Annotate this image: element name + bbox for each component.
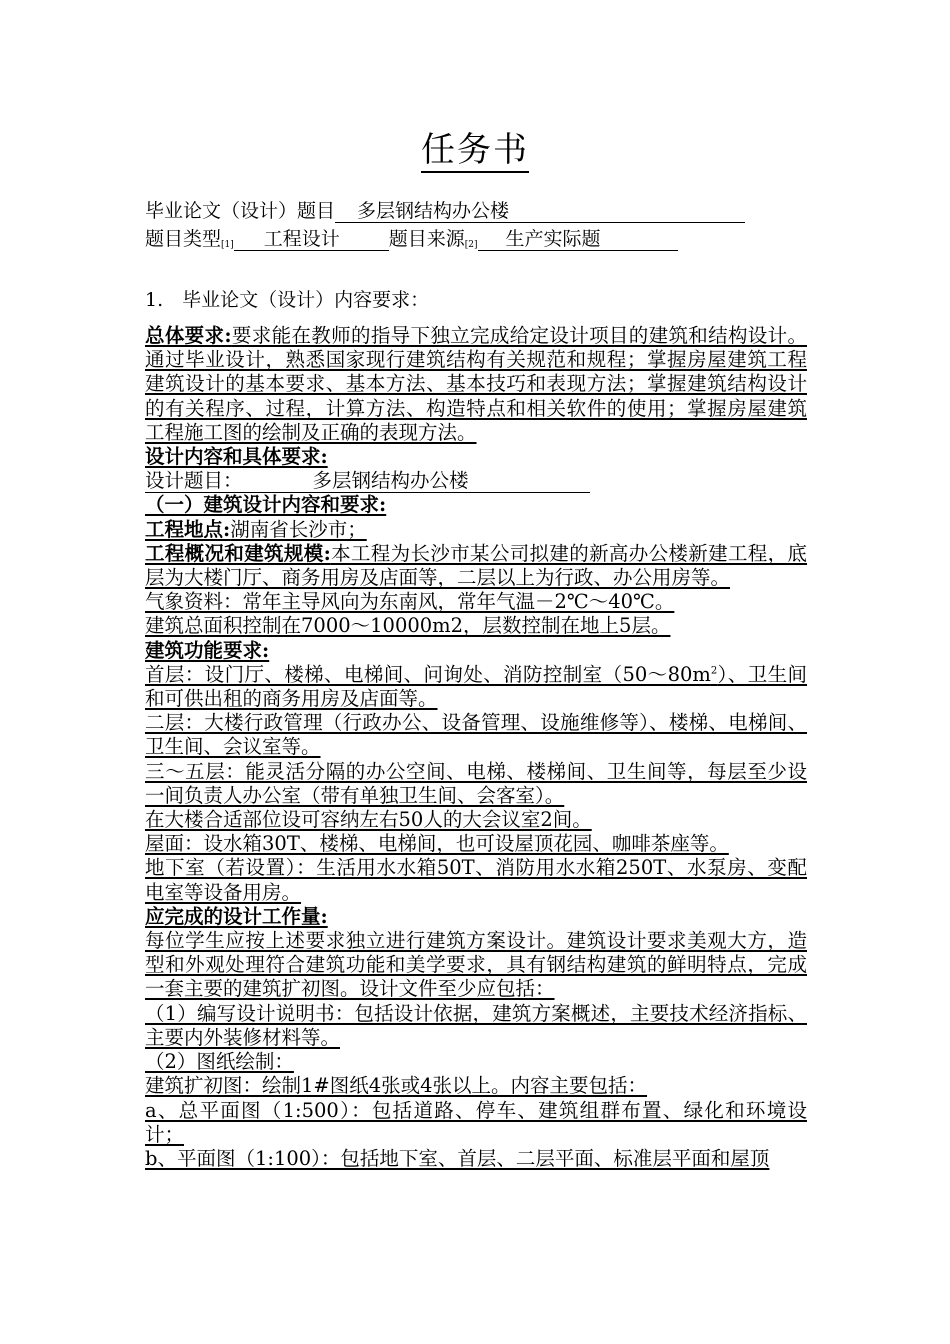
- floor1-text-b: ）、卫生间和可供出租的商务用房及店面等。: [145, 662, 807, 711]
- roof-line: 屋面：设水箱30T、楼梯、电梯间，也可设屋顶花园、咖啡茶座等。: [145, 832, 729, 856]
- site-row: [145, 518, 807, 542]
- weather-line: 气象资料：常年主导风向为东南风，常年气温－2℃～40℃。: [145, 590, 675, 614]
- overall-label: 总体要求:: [145, 324, 232, 347]
- arch-heading-row: [145, 493, 807, 517]
- workload-heading-row: [145, 905, 807, 929]
- basement-paragraph: 地下室（若设置）：生活用水水箱50T、消防用水水箱250T、水泵房、变配电室等设备用房。: [145, 856, 807, 904]
- area-line: 建筑总面积控制在7000～10000m2，层数控制在地上5层。: [145, 614, 671, 638]
- topic-type-row: [145, 226, 678, 258]
- design-topic-label: 设计题目：: [145, 469, 243, 493]
- meeting-room-line: 在大楼合适部位设可容纳左右50人的大会议室2间。: [145, 808, 592, 832]
- workload-paragraph: 每位学生应按上述要求独立进行建筑方案设计。建筑设计要求美观大方，造型和外观处理符合建筑功能和美学要求，具有钢结构建筑的鲜明特点，完成一套主要的建筑扩初图。设计文件至少应包括：: [145, 929, 807, 1001]
- page-title: [0, 128, 950, 172]
- thesis-title-row: [145, 198, 745, 224]
- site-plan-line: a、总平面图（1:500）：包括道路、停车、建筑组群布置、绿化和环境设计；: [145, 1098, 807, 1146]
- overview-paragraph: [145, 542, 807, 590]
- site-label: 工程地点:: [145, 517, 231, 541]
- function-label: 建筑功能要求:: [145, 638, 270, 662]
- thesis-title-value: 多层钢结构办公楼: [335, 200, 745, 223]
- design-content-heading: [145, 445, 807, 469]
- thesis-title-label: 毕业论文（设计）题目: [145, 200, 336, 222]
- section-heading: 1. 毕业论文（设计）内容要求：: [145, 289, 430, 311]
- overall-text: 要求能在教师的指导下独立完成给定设计项目的建筑和结构设计。通过毕业设计，熟悉国家现行建筑结构有关规范和规程；掌握房屋建筑工程建筑设计的基本要求、基本方法、基本技巧和表现方法；掌握建筑结构设计的有关程序、过程，计算方法、构造特点和相关软件的使用；掌握房屋建筑工程施工图的绘制及正确的表现方法。: [145, 324, 807, 444]
- topic-type-note: [1]: [221, 240, 234, 250]
- design-content-label: 设计内容和具体要求:: [145, 445, 328, 469]
- floor3-5-paragraph: 三～五层：能灵活分隔的办公空间、电梯、楼梯间、卫生间等，每层至少设一间负责人办公室（带有单独卫生间、会客室）。: [145, 759, 807, 807]
- floor1-sup: 2: [710, 665, 718, 677]
- design-topic-fill: [145, 470, 590, 493]
- title-text: 任务书: [421, 130, 529, 173]
- floor1-text-a: 首层：设门厅、楼梯、电梯间、问询处、消防控制室（50～80m: [145, 662, 711, 686]
- arch-drawings-line: 建筑扩初图：绘制1#图纸4张或4张以上。内容主要包括：: [145, 1074, 648, 1098]
- topic-source-note: [2]: [464, 240, 478, 250]
- topic-source-value: 生产实际题: [478, 228, 678, 251]
- topic-type-value: 工程设计: [234, 228, 389, 251]
- floor-plan-line: b、平面图（1:100）：包括地下室、首层、二层平面、标准层平面和屋顶: [145, 1146, 770, 1170]
- floor2-paragraph: 二层：大楼行政管理（行政办公、设备管理、设施维修等）、楼梯、电梯间、卫生间、会议室等。: [145, 711, 807, 759]
- topic-source-label: 题目来源: [388, 228, 465, 250]
- topic-type-label: 题目类型: [145, 228, 222, 250]
- overview-text: 本工程为长沙市某公司拟建的新高办公楼新建工程，底层为大楼门厅、商务用房及店面等，二层以上为行政、办公用房等。: [145, 541, 807, 590]
- function-heading-row: [145, 639, 807, 663]
- floor1-paragraph: [145, 663, 807, 711]
- content-body: [145, 324, 807, 1171]
- workload-label: 应完成的设计工作量:: [145, 904, 328, 928]
- design-notes-paragraph: （1）编写设计说明书：包括设计依据，建筑方案概述，主要技术经济指标、主要内外装修材料等。: [145, 1001, 807, 1049]
- design-topic-value: 多层钢结构办公楼: [312, 469, 469, 493]
- arch-heading: （一）建筑设计内容和要求:: [145, 493, 387, 517]
- design-topic-row: [145, 469, 807, 493]
- overview-label: 工程概况和建筑规模:: [145, 541, 331, 565]
- overall-paragraph: [145, 324, 807, 445]
- drawings-line: （2）图纸绘制：: [145, 1050, 294, 1074]
- site-value: 湖南省长沙市；: [230, 517, 367, 541]
